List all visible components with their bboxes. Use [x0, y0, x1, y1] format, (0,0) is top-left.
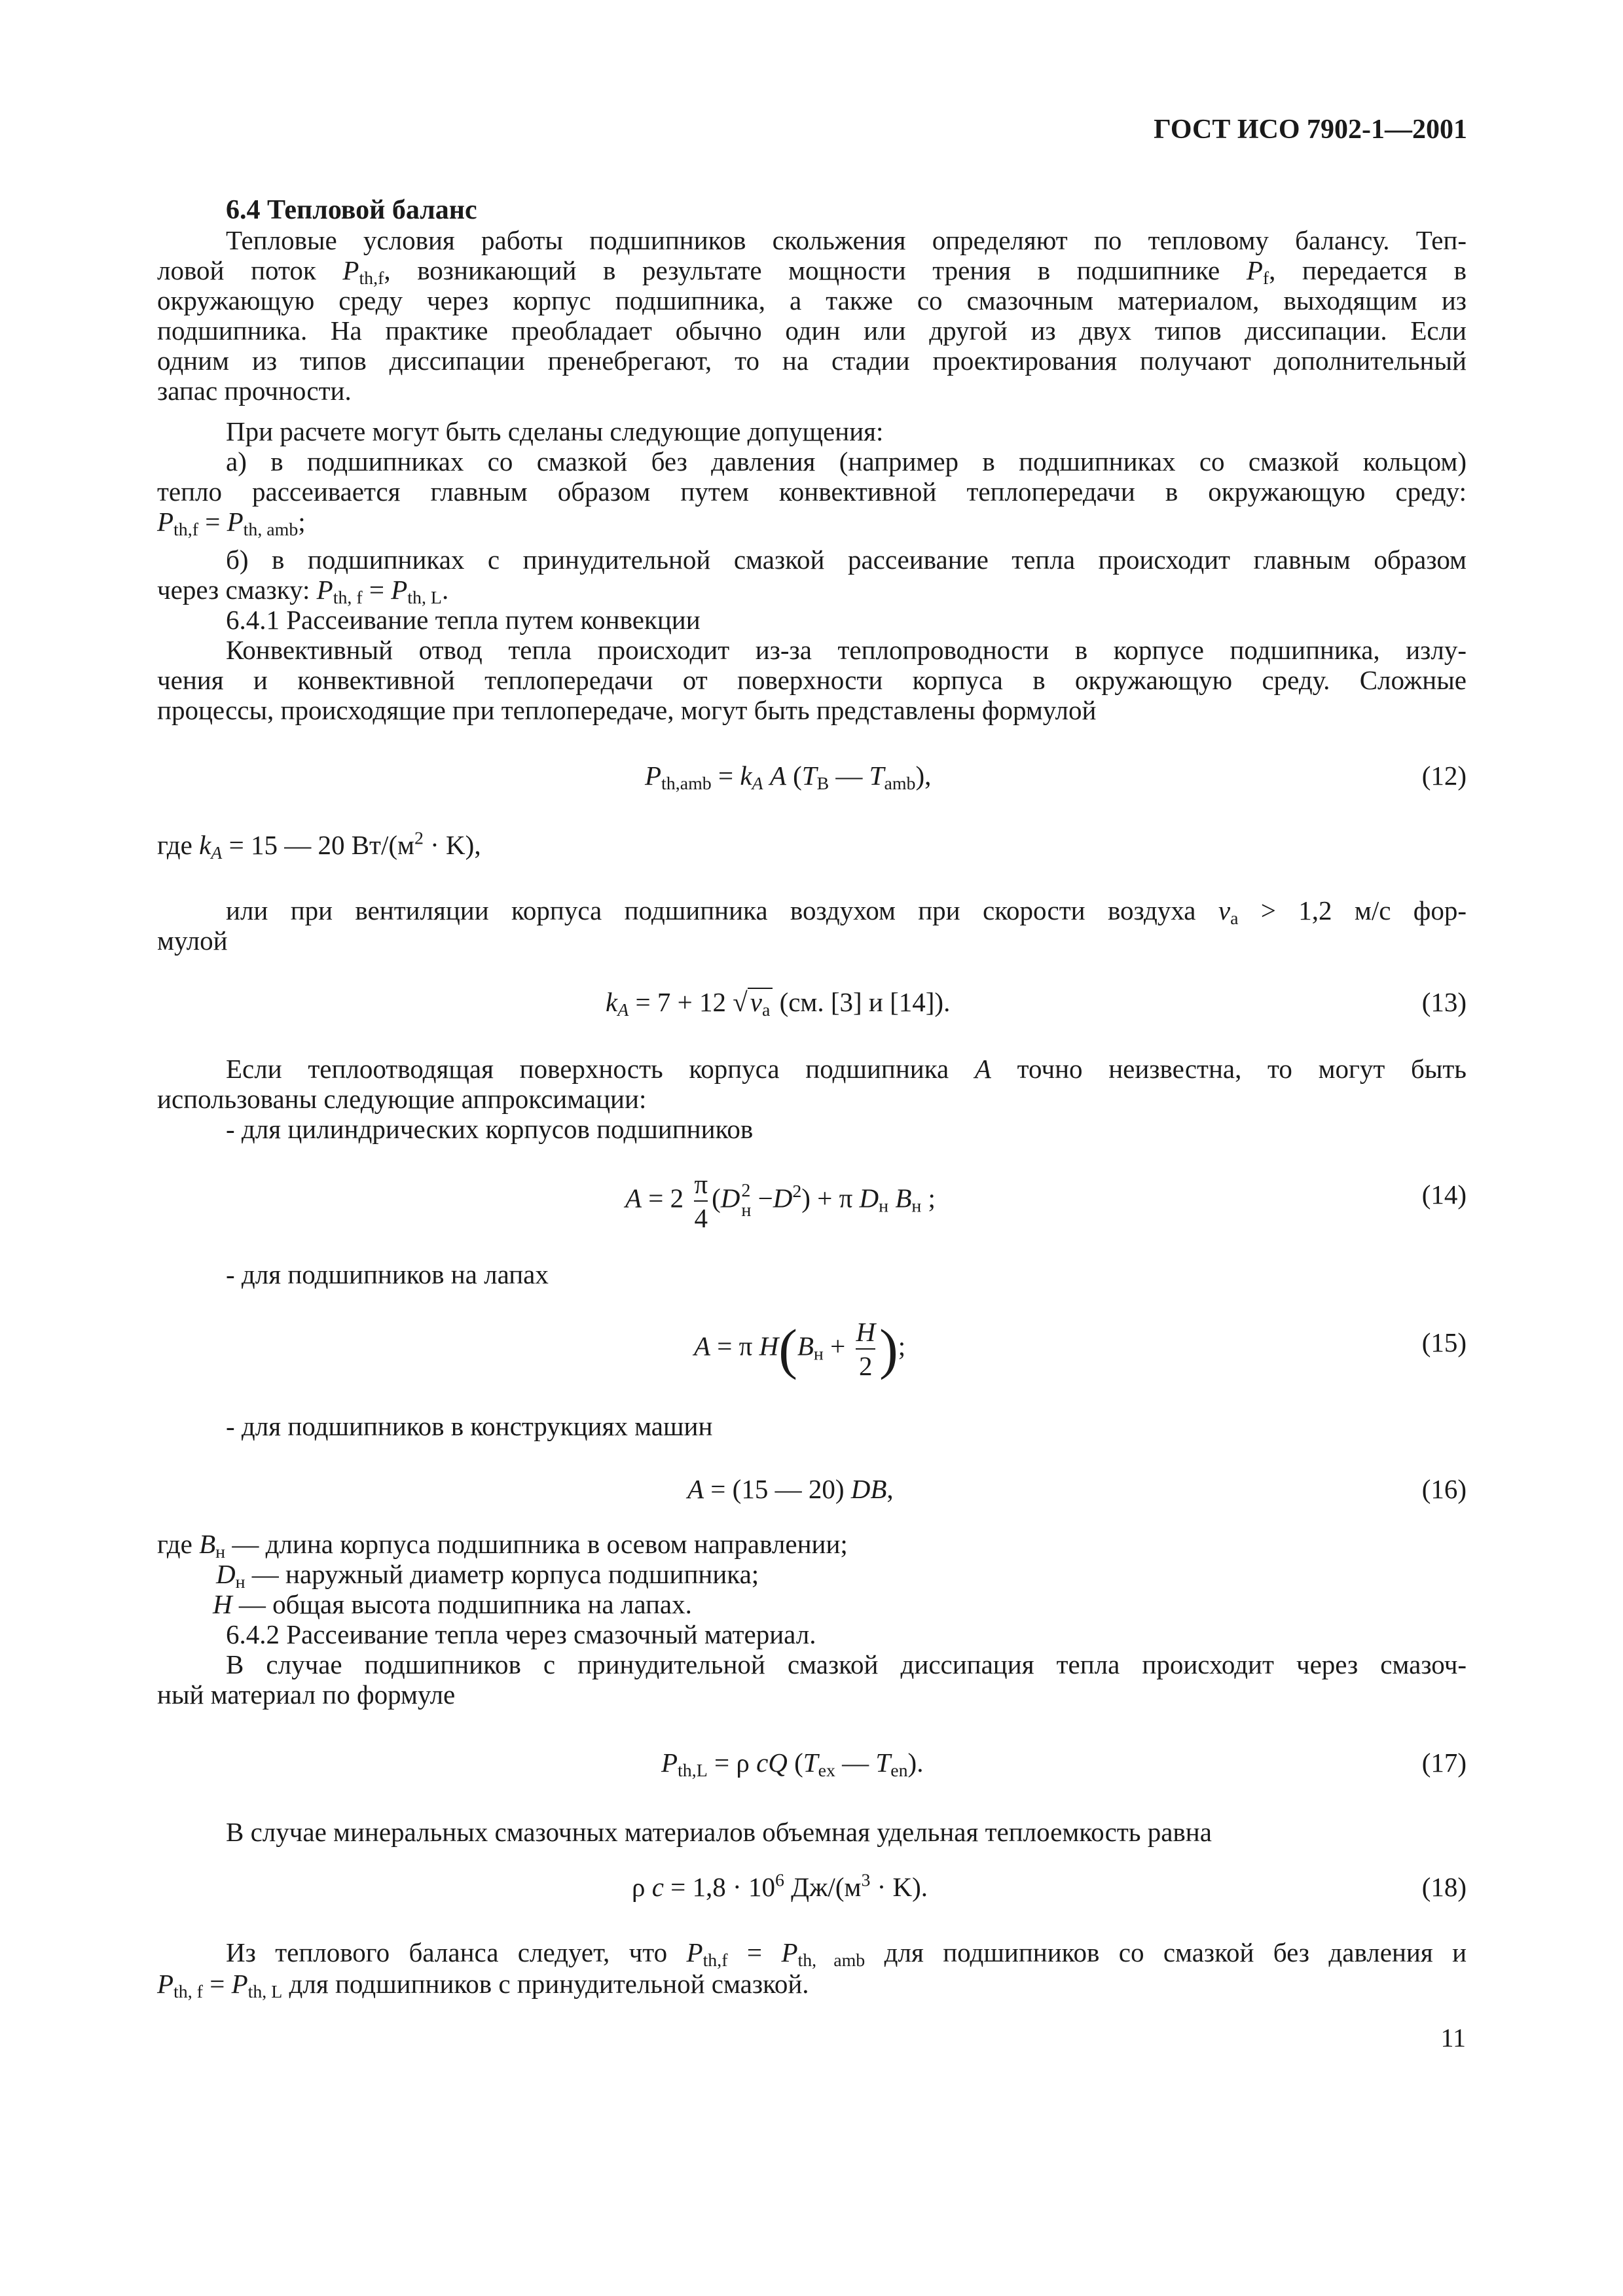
fraction-H-2: $\frac{H}{2}$	[856, 1317, 876, 1381]
equation-number-18: (18)	[1421, 1872, 1467, 1902]
section-heading: 6.4 Тепловой баланс	[226, 195, 477, 225]
page-number: 11	[1440, 2023, 1466, 2053]
equation-number-14: (14)	[1421, 1179, 1467, 1210]
fraction-pi-4: $\frac{\pi}{4}$	[694, 1169, 708, 1233]
text-line: Из теплового баланса следует, что $P_{th,f} = P_{th, amb}$ для подшипников со смазкой без давления и	[226, 1937, 1467, 1971]
text-line: окружающую среду через корпус подшипника, а также со смазочным материалом, выходящим из	[157, 285, 1467, 315]
text-line: Конвективный отвод тепла происходит из-за теплопроводности в корпусе подшипника, излу-	[226, 635, 1467, 665]
equation-number-15: (15)	[1421, 1327, 1467, 1357]
approx-machines: - для подшипников в конструкциях машин	[226, 1411, 713, 1441]
equation-number-17: (17)	[1421, 1748, 1467, 1778]
text-line: где $B_н$ — длина корпуса подшипника в осевом направлении;	[157, 1529, 848, 1562]
approx-paws: - для подшипников на лапах	[226, 1259, 549, 1289]
text-line: чения и конвективной теплопередачи от поверхности корпуса в окружающую среду. Сложные	[157, 665, 1467, 695]
text-line: или при вентиляции корпуса подшипника воздухом при скорости воздуха $v_a > 1,2$ м/с фор-	[226, 895, 1467, 929]
approx-cylindrical: - для цилиндрических корпусов подшипников	[226, 1114, 754, 1144]
text-line: процессы, происходящие при теплопередаче, могут быть представлены формулой	[157, 695, 1097, 725]
equation-number-13: (13)	[1421, 987, 1467, 1017]
text-line: $P_{th,f} = P_{th, amb}$;	[157, 507, 306, 540]
text-line: $D_н$ — наружный диаметр корпуса подшипника;	[216, 1559, 759, 1592]
text-line: использованы следующие аппроксимации:	[157, 1084, 647, 1114]
text-line: H — общая высота подшипника на лапах.	[213, 1589, 692, 1619]
sqrt-sign: √	[733, 987, 748, 1017]
assumptions-intro: При расчете могут быть сделаны следующие допущения:	[226, 416, 884, 446]
equation-number-12: (12)	[1421, 761, 1467, 791]
text-line: а) в подшипниках со смазкой без давления (например в подшипниках со смазкой кольцом)	[226, 446, 1467, 476]
text-line: б) в подшипниках с принудительной смазкой рассеивание тепла происходит главным образом	[226, 545, 1467, 575]
equation-14: A = 2 $\frac{\pi}{4}$ (D 2 н $-D^2) + \pi$ $D_н$ $B_н$ ;	[625, 1169, 936, 1233]
text-line: В случае минеральных смазочных материалов объемная удельная теплоемкость равна	[226, 1817, 1212, 1847]
text-line: запас прочности.	[157, 376, 352, 406]
subsection-title-642: 6.4.2 Рассеивание тепла через смазочный материал.	[226, 1619, 816, 1649]
equation-16: A = (15 — 20) DB,	[687, 1474, 894, 1504]
text-line: тепло рассеивается главным образом путем конвективной теплопередачи в окружающую среду:	[157, 476, 1467, 507]
text-line: подшипника. На практике преобладает обычно один или другой из двух типов диссипации. Если	[157, 315, 1467, 346]
text-line: мулой	[157, 925, 228, 956]
text-line: ловой поток $P_{th,f}$, возникающий в результате мощности трения в подшипнике $P_f$, передается в	[157, 255, 1467, 289]
text-line: Если теплоотводящая поверхность корпуса подшипника A точно неизвестна, то могут быть	[226, 1054, 1467, 1084]
text-line: $P_{th, f} = P_{th, L}$ для подшипников с принудительной смазкой.	[157, 1969, 809, 2002]
subsection-title-641: 6.4.1 Рассеивание тепла путем конвекции	[226, 605, 701, 635]
equation-15: A = π $H(B_н$ + $\frac{H}{2}$ );	[694, 1317, 906, 1381]
text-line: через смазку: $P_{th, f} = P_{th, L}$.	[157, 575, 449, 608]
standard-header: ГОСТ ИСО 7902-1—2001	[1154, 115, 1467, 145]
equation-17: $P_{th,L} = \rho$ cQ ($T_{ex}$ — $T_{en}$).	[661, 1748, 924, 1781]
equation-13: $k_A = 7 + 12$ $√v_a$ (см. [3] и [14]).	[606, 987, 951, 1020]
equation-number-16: (16)	[1421, 1474, 1467, 1504]
super-sub-script: 2 н	[741, 1181, 752, 1221]
text-line: Тепловые условия работы подшипников скольжения определяют по тепловому балансу. Теп-	[226, 225, 1467, 255]
text-line: В случае подшипников с принудительной смазкой диссипация тепла происходит через смазоч-	[226, 1649, 1467, 1679]
text-line: одним из типов диссипации пренебрегают, то на стадии проектирования получают дополнительный	[157, 346, 1467, 376]
where-kA: где $k_A = 15$ — 20 $Вт/(м^2 \cdot K)$,	[157, 828, 481, 863]
text-line: ный материал по формуле	[157, 1679, 456, 1710]
sqrt-radicand: $v_a$	[748, 988, 773, 1015]
equation-18: ρ $c = 1,8 \cdot 10^6$ $Дж/(м^3 \cdot K)$.	[632, 1870, 928, 1902]
equation-12: $P_{th,amb} = k_A$ A ($T_B$ — $T_{amb}$),	[645, 761, 932, 794]
